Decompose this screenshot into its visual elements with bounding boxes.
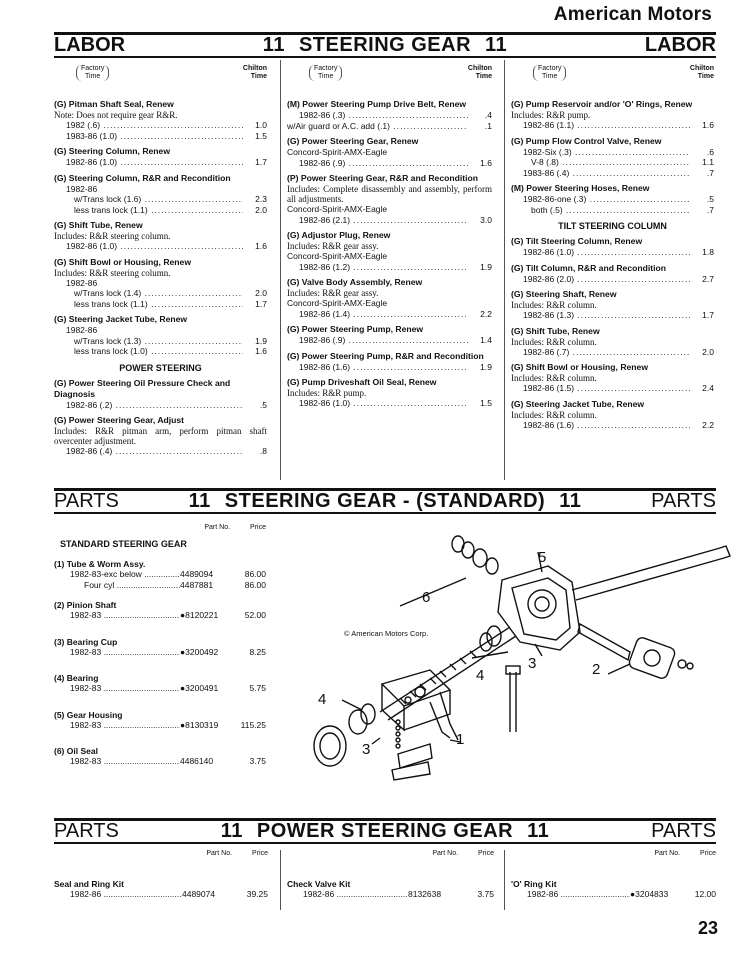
operation-title: (G) Pitman Shaft Seal, Renew bbox=[54, 99, 174, 109]
labor-column-1 bbox=[54, 60, 269, 480]
parts-header: Part No. Price bbox=[204, 524, 266, 531]
operation-title: (G) Tilt Column, R&R and Recondition bbox=[511, 262, 666, 273]
time-row: 1982-86 (.2) ..... .5 bbox=[54, 400, 267, 411]
operation-title: (G) Shift Bowl or Housing, Renew bbox=[54, 256, 192, 267]
column-header bbox=[287, 60, 492, 94]
operation-title: (G) Pump Flow Control Valve, Renew bbox=[511, 135, 662, 146]
band-num-right: 11 bbox=[527, 820, 550, 842]
operation-title: (G) Steering Jacket Tube, Renew bbox=[54, 314, 188, 324]
steering-gear-diagram bbox=[280, 532, 750, 787]
band-left: PARTS bbox=[54, 820, 119, 842]
part-item-title: (4) Bearing bbox=[54, 673, 99, 683]
operation-note: Includes: Complete disassembly and assembly, perform all adjustments. bbox=[287, 184, 492, 204]
operation-title: (G) Tilt Steering Column, Renew bbox=[511, 236, 643, 246]
time-row: less trans lock (1.1) ..... 1.7 bbox=[54, 299, 267, 310]
time-row: 1983-86 (1.0) ..... 1.5 bbox=[54, 131, 267, 142]
time-row: 1982-86 (1.6) ..... 2.2 bbox=[511, 420, 714, 431]
part-item-title: (6) Oil Seal bbox=[54, 746, 98, 756]
time-row: w/Air guard or A.C. add (.1) ..... .1 bbox=[287, 121, 492, 132]
band-right: LABOR bbox=[644, 34, 716, 56]
page-number: 23 bbox=[697, 918, 718, 938]
part-item-title: (2) Pinion Shaft bbox=[54, 600, 117, 610]
time-row: 1982-86 (.4) ..... .8 bbox=[54, 446, 267, 457]
section-heading: TILT STEERING COLUMN bbox=[558, 221, 667, 231]
operation-note: Note: Does not require gear R&R. bbox=[54, 110, 178, 120]
parts-column bbox=[54, 850, 268, 910]
model-line: Concord-Spirit-AMX-Eagle bbox=[287, 204, 388, 214]
callout-6: 6 bbox=[422, 589, 431, 606]
callout-4b: 4 bbox=[318, 691, 327, 708]
callout-5: 5 bbox=[538, 549, 547, 566]
time-row: 1982-86 (1.3) ..... 1.7 bbox=[511, 310, 714, 321]
section-heading: POWER STEERING bbox=[119, 362, 202, 373]
callout-4: 4 bbox=[476, 667, 485, 684]
callout-1: 1 bbox=[456, 731, 465, 748]
part-item-title: (5) Gear Housing bbox=[54, 709, 123, 720]
part-row: 1982-86 ..... 8132638 3.75 bbox=[287, 889, 494, 900]
band-num-right: 11 bbox=[485, 34, 508, 56]
part-item-title: (3) Bearing Cup bbox=[54, 636, 118, 647]
operation-title: (M) Power Steering Pump Drive Belt, Renew bbox=[287, 99, 467, 109]
parts-column bbox=[54, 524, 266, 767]
parts-band-standard bbox=[54, 488, 716, 514]
labor-columns bbox=[54, 60, 716, 480]
time-row: less trans lock (1.1) ..... 2.0 bbox=[54, 205, 267, 216]
band-num-left: 11 bbox=[262, 34, 285, 56]
time-row: 1982-86 (1.0) ..... 1.7 bbox=[54, 157, 267, 168]
operation-title: (G) Pump Reservoir and/or 'O' Rings, Renew bbox=[511, 99, 693, 109]
part-row: 1982-83 ..... ●3200492 8.25 bbox=[54, 647, 266, 658]
operation-note: Includes: R&R pump. bbox=[511, 110, 591, 120]
band-title: STEERING GEAR bbox=[298, 34, 472, 56]
parts-header: Part No. Price bbox=[654, 850, 716, 857]
chilton-time-label: Chilton Time bbox=[689, 65, 714, 80]
labor-column-3 bbox=[504, 60, 716, 480]
operation-note: Includes: R&R column. bbox=[511, 336, 597, 347]
time-row: 1982-86 (1.1) ..... 1.6 bbox=[511, 120, 714, 131]
model-line: Concord-Spirit-AMX-Eagle bbox=[287, 147, 388, 157]
exploded-view-illustration bbox=[280, 532, 750, 787]
part-row: 1982-83 ..... ●3200491 5.75 bbox=[54, 683, 266, 694]
part-item-title: (1) Tube & Worm Assy. bbox=[54, 559, 146, 569]
time-row: w/Trans lock (1.6) ..... 2.3 bbox=[54, 194, 267, 205]
band-title-group bbox=[207, 820, 564, 843]
time-row: V-8 (.8) ..... 1.1 bbox=[511, 157, 714, 168]
operation-title: (G) Power Steering Pump, Renew bbox=[287, 324, 424, 334]
time-row: w/Trans lock (1.4) ..... 2.0 bbox=[54, 288, 267, 299]
chilton-time-label: Chilton Time bbox=[242, 65, 267, 80]
parts-header: Part No. Price bbox=[206, 850, 268, 857]
labor-column-2 bbox=[280, 60, 494, 480]
band-num-right: 11 bbox=[559, 490, 582, 512]
time-row: 1982-86 (1.5) ..... 2.4 bbox=[511, 383, 714, 394]
operation-title: (G) Valve Body Assembly, Renew bbox=[287, 277, 423, 287]
factory-time-label: Factory Time bbox=[309, 65, 342, 81]
part-row: 1982-83 ..... ●8130319 115.25 bbox=[54, 720, 266, 731]
year-line: 1982-86 bbox=[66, 277, 98, 288]
column-header bbox=[54, 60, 267, 94]
operation-title: (M) Power Steering Hoses, Renew bbox=[511, 183, 650, 193]
operation-title: (G) Steering Jacket Tube, Renew bbox=[511, 398, 645, 409]
time-row: 1982-86 (1.0) ..... 1.6 bbox=[54, 241, 267, 252]
band-title-group bbox=[175, 490, 596, 513]
band-title: POWER STEERING GEAR bbox=[256, 820, 514, 842]
parts-column bbox=[280, 850, 494, 910]
operation-note: Includes: R&R steering column. bbox=[54, 267, 171, 278]
band-left: LABOR bbox=[54, 34, 126, 56]
year-line: 1982-86 bbox=[66, 183, 98, 194]
operation-note: Includes: R&R pump. bbox=[287, 388, 367, 398]
factory-time-label: Factory Time bbox=[76, 65, 109, 81]
operation-title: (G) Power Steering Pump, R&R and Recondition bbox=[287, 350, 484, 361]
time-row: 1982-86 (2.1) ..... 3.0 bbox=[287, 215, 492, 226]
labor-band bbox=[54, 32, 716, 58]
time-row: 1982-86 (1.2) ..... 1.9 bbox=[287, 262, 492, 273]
band-num-left: 11 bbox=[188, 490, 211, 512]
operation-title: (G) Power Steering Gear, Renew bbox=[287, 136, 419, 146]
operation-note: Includes: R&R gear assy. bbox=[287, 288, 379, 298]
operation-title: (G) Steering Column, Renew bbox=[54, 146, 171, 156]
operation-note: Includes: R&R column. bbox=[511, 373, 597, 383]
time-row: 1982-86 (.3) ..... .4 bbox=[287, 110, 492, 121]
time-row: 1982 (.6) ..... 1.0 bbox=[54, 120, 267, 131]
time-row: both (.5) ..... .7 bbox=[511, 205, 714, 216]
operation-title: (G) Power Steering Gear, Adjust bbox=[54, 415, 185, 425]
band-num-left: 11 bbox=[220, 820, 243, 842]
chilton-time-label: Chilton Time bbox=[467, 65, 492, 80]
time-row: 1982-86 (1.0) ..... 1.5 bbox=[287, 398, 492, 409]
year-line: 1982-86 bbox=[66, 325, 98, 335]
parts-title: STANDARD STEERING GEAR bbox=[60, 539, 187, 549]
parts-header: Part No. Price bbox=[432, 850, 494, 857]
time-row: 1982-86 (1.6) ..... 1.9 bbox=[287, 362, 492, 373]
column-header bbox=[511, 60, 714, 94]
time-row: 1982-86 (.7) ..... 2.0 bbox=[511, 347, 714, 358]
operation-title: (G) Steering Shaft, Renew bbox=[511, 289, 617, 299]
time-row: 1982-86 (.9) ..... 1.6 bbox=[287, 158, 492, 169]
time-row: 1982-86 (.9) ..... 1.4 bbox=[287, 335, 492, 346]
parts-band-power bbox=[54, 818, 716, 844]
operation-note: Includes: R&R column. bbox=[511, 300, 597, 310]
operation-title: (G) Shift Bowl or Housing, Renew bbox=[511, 362, 649, 372]
operation-title: (G) Pump Driveshaft Oil Seal, Renew bbox=[287, 377, 437, 387]
operation-title: (G) Shift Tube, Renew bbox=[54, 220, 143, 230]
band-right: PARTS bbox=[651, 490, 716, 512]
part-item-title: Check Valve Kit bbox=[287, 879, 351, 889]
part-row: 1982-83 ..... ●8120221 52.00 bbox=[54, 610, 266, 621]
part-row: 1982-86 ..... ●3204833 12.00 bbox=[511, 889, 716, 900]
operation-note: Includes: R&R steering column. bbox=[54, 231, 171, 241]
operation-title: (G) Steering Column, R&R and Recondition bbox=[54, 172, 231, 183]
band-left: PARTS bbox=[54, 490, 119, 512]
operation-title: (G) Power Steering Oil Pressure Check and Diagnosis bbox=[54, 377, 231, 399]
operation-note: Includes: R&R pitman arm, perform pitman shaft overcenter adjustment. bbox=[54, 426, 267, 446]
callout-3: 3 bbox=[528, 655, 537, 672]
power-parts-list bbox=[54, 850, 716, 920]
part-item-title: 'O' Ring Kit bbox=[511, 879, 557, 889]
time-row: 1983-86 (.4) ..... .7 bbox=[511, 168, 714, 179]
time-row: w/Trans lock (1.3) ..... 1.9 bbox=[54, 336, 267, 347]
time-row: 1982-86 (2.0) ..... 2.7 bbox=[511, 274, 714, 285]
brand-header: American Motors bbox=[553, 4, 712, 25]
operation-note: Includes: R&R column. bbox=[511, 409, 597, 420]
parts-column bbox=[504, 850, 716, 910]
time-row: 1982-86 (1.0) ..... 1.8 bbox=[511, 247, 714, 258]
time-row: 1982-86 (1.4) ..... 2.2 bbox=[287, 309, 492, 320]
operation-title: (G) Adjustor Plug, Renew bbox=[287, 230, 391, 240]
factory-time-label: Factory Time bbox=[533, 65, 566, 81]
part-row: 1982-83 ..... 4486140 3.75 bbox=[54, 756, 266, 767]
diagram-copyright: © American Motors Corp. bbox=[344, 629, 429, 638]
part-item-title: Seal and Ring Kit bbox=[54, 879, 124, 889]
callout-3b: 3 bbox=[362, 741, 371, 758]
time-row: 1982-Six (.3) ..... .6 bbox=[511, 147, 714, 158]
band-title-group bbox=[249, 34, 521, 57]
part-row: 1982-83-exc below ..... 4489094 86.00 bbox=[54, 569, 266, 580]
model-line: Concord-Spirit-AMX-Eagle bbox=[287, 298, 388, 308]
time-row: less trans lock (1.0) ..... 1.6 bbox=[54, 346, 267, 357]
band-title: STEERING GEAR - (STANDARD) bbox=[224, 490, 546, 512]
operation-title: (P) Power Steering Gear, R&R and Recondition bbox=[287, 173, 479, 183]
part-row: Four cyl ..... 4487881 86.00 bbox=[54, 580, 266, 591]
operation-title: (G) Shift Tube, Renew bbox=[511, 325, 600, 336]
part-row: 1982-86 ..... 4489074 39.25 bbox=[54, 889, 268, 900]
operation-note: Includes: R&R gear assy. bbox=[287, 241, 379, 251]
callout-2: 2 bbox=[592, 661, 601, 678]
time-row: 1982-86-one (.3) ..... .5 bbox=[511, 194, 714, 205]
band-right: PARTS bbox=[651, 820, 716, 842]
model-line: Concord-Spirit-AMX-Eagle bbox=[287, 251, 388, 261]
